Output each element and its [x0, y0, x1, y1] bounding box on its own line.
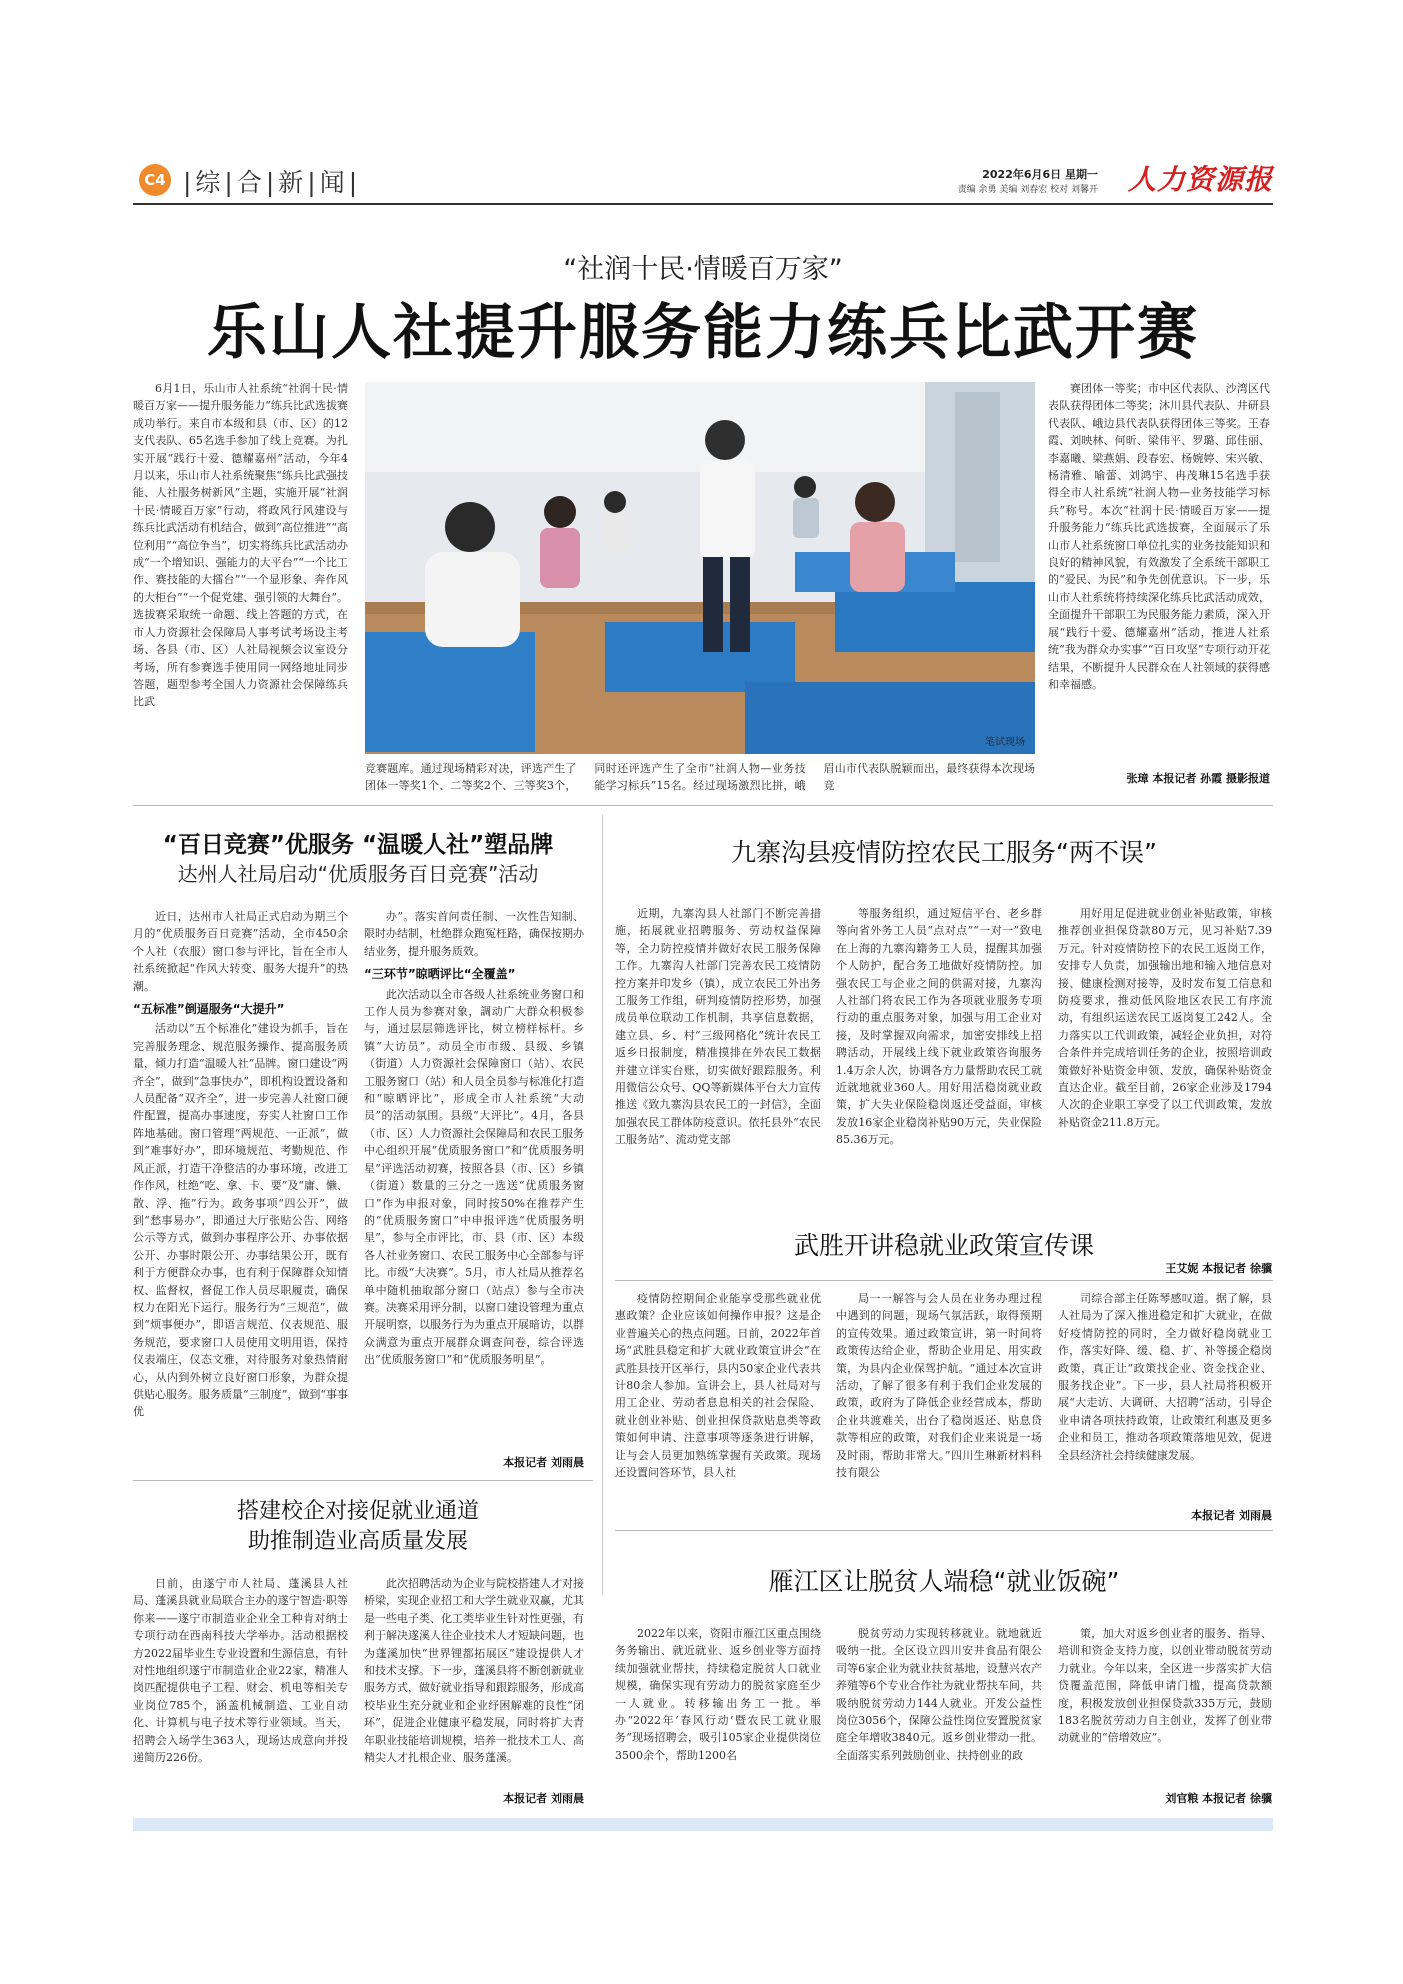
masthead-rule [133, 203, 1273, 205]
dazhou-subhead-1: “五标准”倒逼服务“大提升” [133, 1002, 285, 1017]
yanjiang-byline: 刘官粮 本报记者 徐骥 [1165, 1792, 1272, 1805]
jiuzhaigou-headline: 九寨沟县疫情防控农民工服务“两不误” [731, 838, 1157, 867]
yanjiang-column-3: 策，加大对返乡创业者的服务、指导、培训和资金支持力度，以创业带动脱贫劳动力就业。今年以来，全区进一步落实扩大信贷覆盖范围，降低申请门槛，提高贷款额度，积极发放创业担保贷款335万元，鼓励183名脱贫劳动力自主创业，发挥了创业带动就业的“倍增效应”。 [1058, 1627, 1272, 1745]
issue-date: 2022年6月6日 星期一 [982, 168, 1098, 181]
jiuzhaigou-column-2: 等服务组织，通过短信平台、老乡群等向省外务工人员“点对点”“一对一”致电在上海的九寨沟籍务工人员，提醒其加强个人防护，配合务工地做好疫情防控。加强农民工与企业之间的供需对接，九寨沟人社部门将农民工作为各项就业服务专项行动的重点服务对象，加强与用工企业对接，及时掌握双向需求，加密安排线上招聘活动，开展线上线下就业政策咨询服务1.4万余人次，协调各方力量帮助农民工就近就地就业360人。用好用活稳岗就业政策，扩大失业保险稳岗返还受益面，审核发放16家企业稳岗补贴90万元，失业保险85.36万元。 [836, 907, 1042, 1147]
dazhou-para-2: 活动以“五个标准化”建设为抓手，旨在完善服务理念、规范服务操作、提高服务质量，倾力打造“温暖人社”品牌。窗口建设“两齐全”，做到“急事快办”，即机构设置设备和人员配备“双齐全”，进一步完善人社窗口硬件配置，提高办事速度，夯实人社窗口工作阵地基础。窗口管理“两规范、一正派”，做到“难事好办”，即环境规范、考勤规范、作风正派，打造干净整洁的办事环境，改进工作作风，杜绝“吃、拿、卡、要”及“庸、懒、散、浮、拖”行为。政务事项“四公开”，做到“愁事易办”，即通过大厅张贴公告、网络公示等方式，做到办事程序公开、办事依据公开、办事时限公开、办事结果公开，既有利于方便群众办事，也有利于保障群众知情权、监督权，督促工作人员尽职履责，确保权力在阳光下运行。服务行为“三规范”，做到“烦事便办”，即语言规范、仪表规范、服务规范，要求窗口人员使用文明用语，保持仪表端庄，仪态文雅，对待服务对象热情耐心，从内到外树立良好窗口形象，为群众提供贴心服务。服务质量“三制度”，做到“事事优 [133, 1022, 348, 1419]
yanjiang-column-2: 脱贫劳动力实现转移就业。就地就近吸纳一批。全区设立四川安井食品有限公司等6家企业为就业扶贫基地，设慧兴农产养殖等6个专业合作社为就业帮扶车间，共吸纳脱贫劳动力144人就业。开发公益性岗位3056个，保障公益性岗位安置脱贫家庭全年增收3840元。返乡创业带动一批。全面落实系列鼓励创业、扶持创业的政 [836, 1627, 1042, 1762]
lead-column-3: 赛团体一等奖；市中区代表队、沙湾区代表队获得团体二等奖；沐川县代表队、井研县代表队、峨边县代表队获得团体三等奖。王春霞、刘映林、何昕、梁伟平、罗璐、邱佳丽、李嘉曦、梁燕娟、段春宏、杨婉婷、宋兴敏、杨清雅、喻蕾、刘鸿宇、冉茂琳15名选手获得全市人社系统“社润人物—业务技能学习标兵”称号。本次“社润十民·情暖百万家——提升服务能力”练兵比武选拔赛，全面展示了乐山市人社系统窗口单位扎实的业务技能知识和良好的精神风貌，有效激发了全系统干部职工的“爱民、为民”和争先创优意识。下一步，乐山市人社系统将持续深化练兵比武活动成效，全面提升干部职工为民服务能力素质，深入开展“践行十爱、德耀嘉州”活动，推进人社系统“我为群众办实事”“百日攻坚”专项行动开花结果，不断提升人民群众在人社领域的获得感和幸福感。 [1048, 382, 1270, 691]
jiuzhaigou-column-3: 用好用足促进就业创业补贴政策，审核推荐创业担保贷款80万元，见习补贴7.39万元。针对疫情防控下的农民工返岗工作，安排专人负责，加强输出地和输入地信息对接、健康检测对接等，及时发布复工信息和防疫要求，推动低风险地区农民工有序流动，有组织运送农民工返岗复工242人。全力落实以工代训政策，减轻企业负担，对符合条件并完成培训任务的企业，按照培训政策做好补贴资金申领、发放，确保补贴资金直达企业。截至目前，26家企业涉及1794人次的企业职工享受了以工代训政策，发放补贴资金211.8万元。 [1058, 907, 1272, 1129]
lead-byline: 张璋 本报记者 孙霞 摄影报道 [1126, 772, 1270, 785]
suining-column-1: 日前，由遂宁市人社局、蓬溪县人社局、蓬溪县就业局联合主办的遂宁智造·职等你来——遂宁市制造业企业全工种肯对纳士专项行动在西南科技大学举办。活动根据校方2022届毕业生专业设置和生源信息，有针对性地组织遂宁市制造业企业22家，精准人岗匹配提供电子工程、财会、机电等相关专业岗位785个，涵盖机械制造、工业自动化、计算机与电子技术等行业领域。当天，招聘会入场学生363人，现场达成意向并投递简历226份。 [133, 1577, 348, 1765]
masthead [133, 158, 1273, 200]
wusheng-column-1: 疫情防控期间企业能享受那些就业优惠政策？企业应该如何操作申报？这是企业普遍关心的热点问题。日前，2022年首场“武胜县稳定和扩大就业政策宣讲会”在武胜县技开区举行，县内50家企业代表共计80余人参加。宣讲会上，县人社局对与用工企业、劳动者息息相关的社会保险、就业创业补贴、创业担保贷款贴息类等政策如何申请、注意事项等逐条进行讲解，让与会人员更加熟练掌握有关政策。现场还设置问答环节，县人社 [615, 1292, 821, 1480]
dazhou-para-4: 此次活动以全市各级人社系统业务窗口和工作人员为参赛对象，調动广大群众积极参与，通过层层筛选评比，树立榜样标杆。乡镇“大访员”。动员全市市级、县级、乡镇（街道）人力资源社会保障窗口（站）、农民工服务窗口（站）和人员全员参与标准化打造和“晾晒评比”，形成全市人社系统“大动员”的活动氛围。县级“大评比”。4月，各县（市、区）人力资源社会保障局和农民工服务中心组织开展“优质服务窗口”和“优质服务明星”评选活动初赛，按照各县（市、区）乡镇（街道）数量的三分之一选送“优质服务窗口”作为申报对象，同时按50%在推荐产生的“优质服务窗口”中申报评选“优质服务明星”，参与全市评比，市、县（市、区）本级各人社业务窗口、农民工服务中心全部参与评比。市级“大决赛”。5月，市人社局从推荐名单中随机抽取部分窗口（站点）参与全市决赛。决赛采用评分制，以窗口建设管理为重点开展明察，以服务行为为重点开展暗访，以群众满意为重点开展群众调查问卷，综合评选出“优质服务窗口”和“优质服务明星”。 [364, 987, 584, 1367]
suining-byline: 本报记者 刘雨晨 [503, 1792, 584, 1805]
dazhou-bottom-rule [133, 1480, 593, 1481]
dazhou-column-2 [364, 908, 584, 1463]
wusheng-byline: 本报记者 刘雨晨 [1191, 1509, 1272, 1522]
yanjiang-column-1: 2022年以来，资阳市雁江区重点围绕务务输出、就近就业、返乡创业等方面持续加强就业帮扶，持续稳定脱贫人口就业规模，确保实现有劳动力的脱贫家庭至少一人就业。转移输出务工一批。举办“2022年‘春风行动’暨农民工就业服务”现场招聘会，吸引105家企业提供岗位3500余个，帮助1200名 [615, 1627, 821, 1762]
dazhou-byline: 本报记者 刘雨晨 [503, 1456, 584, 1469]
dazhou-para-1: 近日，达州市人社局正式启动为期三个月的“优质服务百日竞赛”活动，全市450余个人社（农服）窗口参与评比，旨在全市人社系统掀起“作风大转变、服务大提升”的热潮。 [133, 910, 348, 993]
wusheng-bottom-rule [615, 1530, 1273, 1531]
dazhou-headline: “百日竞赛”优服务 “温暖人社”塑品牌 [162, 832, 554, 858]
wusheng-headline: 武胜开讲稳就业政策宣传课 [793, 1231, 1094, 1260]
suining-column-2: 此次招聘活动为企业与院校搭建人才对接桥梁，实现企业招工和大学生就业双赢，尤其是一些电子类、化工类毕业生针对性更强，有利于解决遂溪人往企业技术人才短缺问题，也为蓬溪加快“世界锂都拓展区”建设提供人才和技术支撑。下一步，蓬溪县将不断创新就业服务方式，做好就业指导和跟踪服务，形成高校毕业生充分就业和企业纾困解难的良性“闭环”，促进企业健康平稳发展，同时将扩大青年职业技能培训规模，培养一批技术工人、高精尖人才扎根企业、服务蓬溪。 [364, 1577, 584, 1765]
dazhou-para-3: 办”。落实首问责任制、一次性告知制、限时办结制，杜绝群众跑冤枉路，确保按期办结业务，提升服务质效。 [364, 910, 584, 958]
suining-subheadline: 助推制造业高质量发展 [247, 1529, 468, 1554]
suining-headline: 搭建校企对接促就业通道 [236, 1499, 479, 1524]
lead-column-1: 6月1日，乐山市人社系统“社润十民·情暖百万家——提升服务能力”练兵比武选拔赛成功举行。来自市本级和县（市、区）的12支代表队、65名选手参加了线上竞赛。为扎实开展“践行十爱、德耀嘉州”活动，今年4月以来，乐山市人社系统聚焦“练兵比武强技能、人社服务树新风”主题，实施开展“社润十民·情暖百万家”行动，将政风行风建设与练兵比武活动有机结合，做到“高位推进”“高位利用”“高位争当”，切实将练兵比武活动办成“一个增知识、强能力的大平台”“一个比工作、赛技能的大擂台”“一个显形象、奔作风的大柜台”“一个促党建、强引领的大舞台”。选拔赛采取统一命题、线上答题的方式，在市人力资源社会保障局人事考试考场设主考场、各县（市、区）人社局视频会议室设分考场，所有参赛选手使用同一网络地址同步答题，题型参考全国人力资源社会保障练兵比武 [133, 382, 348, 709]
newspaper-logo: 人力资源报 [1127, 163, 1273, 196]
column-divider [602, 815, 603, 1595]
footer-band [133, 1818, 1273, 1831]
dazhou-subheadline: 达州人社局启动“优质服务百日竞赛”活动 [177, 862, 539, 886]
photo-caption: 笔试现场 [985, 737, 1025, 748]
dazhou-column-1 [133, 908, 348, 1463]
jiuzhaigou-byline: 王艾妮 本报记者 徐骥 [1165, 1262, 1272, 1275]
section-name: |综|合|新|闻| [183, 168, 362, 197]
yanjiang-headline: 雁江区让脱贫人端稳“就业饭碗” [768, 1567, 1120, 1596]
lead-bottom-rule [133, 805, 1273, 806]
page-number-badge: C4 [139, 164, 171, 196]
lead-headline: 乐山人社提升服务能力练兵比武开赛 [207, 298, 1199, 368]
editor-credits: 责编 余勇 美编 刘春宏 校对 刘馨开 [957, 185, 1098, 195]
lead-photo [365, 382, 1035, 754]
wusheng-column-3: 司综合部主任陈琴感叹道。据了解，县人社局为了深入推进稳定和扩大就业，在做好疫情防控的同时，全力做好稳岗就业工作，落实好降、缓、稳、扩、补等援企稳岗政策，真正让“政策找企业、资金找企业、服务找企业”。下一步，县人社局将积极开展“大走访、大调研、大招聘”活动，引导企业申请各项扶持政策，让政策红利惠及更多企业和员工，推动各项政策落地见效，促进全县经济社会持续健康发展。 [1058, 1292, 1272, 1462]
dazhou-subhead-2: “三环节”晾晒评比“全覆盖” [364, 967, 516, 982]
jiuzhaigou-column-1: 近期，九寨沟县人社部门不断完善措施，拓展就业招聘服务、劳动权益保障等，全力防控疫情并做好农民工服务保障工作。九寨沟人社部门完善农民工疫情防控方案并印发乡（镇），成立农民工外出务工服务工作组，研判疫情防控形势，加强成员单位联动工作机制，共享信息数据，建立县、乡、村“三级网格化”统计农民工返乡日报制度，精准摸排在外农民工数据并建立详实台账，切实做好跟踪服务。利用微信公众号、QQ等新媒体平台大力宣传推送《致九寨沟县农民工的一封信》，全面加强农民工群体防疫意识。依托县外“农民工服务站”、流动党支部 [615, 907, 821, 1147]
classroom-exam-photo [365, 382, 1035, 754]
lead-below-photo: 竞赛题库。通过现场精彩对决，评选产生了团体一等奖1个、二等奖2个、三等奖3个，同时还评选产生了全市“社润人物—业务技能学习标兵”15名。经过现场激烈比拼，峨眉山市代表队脱颖而出，最终获得本次现场竞 [365, 762, 1035, 793]
lead-kicker: “社润十民·情暖百万家” [563, 254, 843, 285]
wusheng-column-2: 局一一解答与会人员在业务办理过程中遇到的问题，现场气氛活跃，取得预期的宣传效果。通过政策宣讲，第一时间将政策传达给企业，帮助企业用足、用实政策，为县内企业保驾护航。“通过本次宣讲活动，了解了很多有利于我们企业发展的政策，政府为了降低企业经营成本，帮助企业共渡难关，出台了稳岗返还、贴息贷款等相应的政策，对我们企业来说是一场及时雨，帮助非常大。”四川生琳新材料科技有限公 [836, 1292, 1042, 1480]
jiuzhaigou-bottom-rule [615, 1280, 1273, 1281]
